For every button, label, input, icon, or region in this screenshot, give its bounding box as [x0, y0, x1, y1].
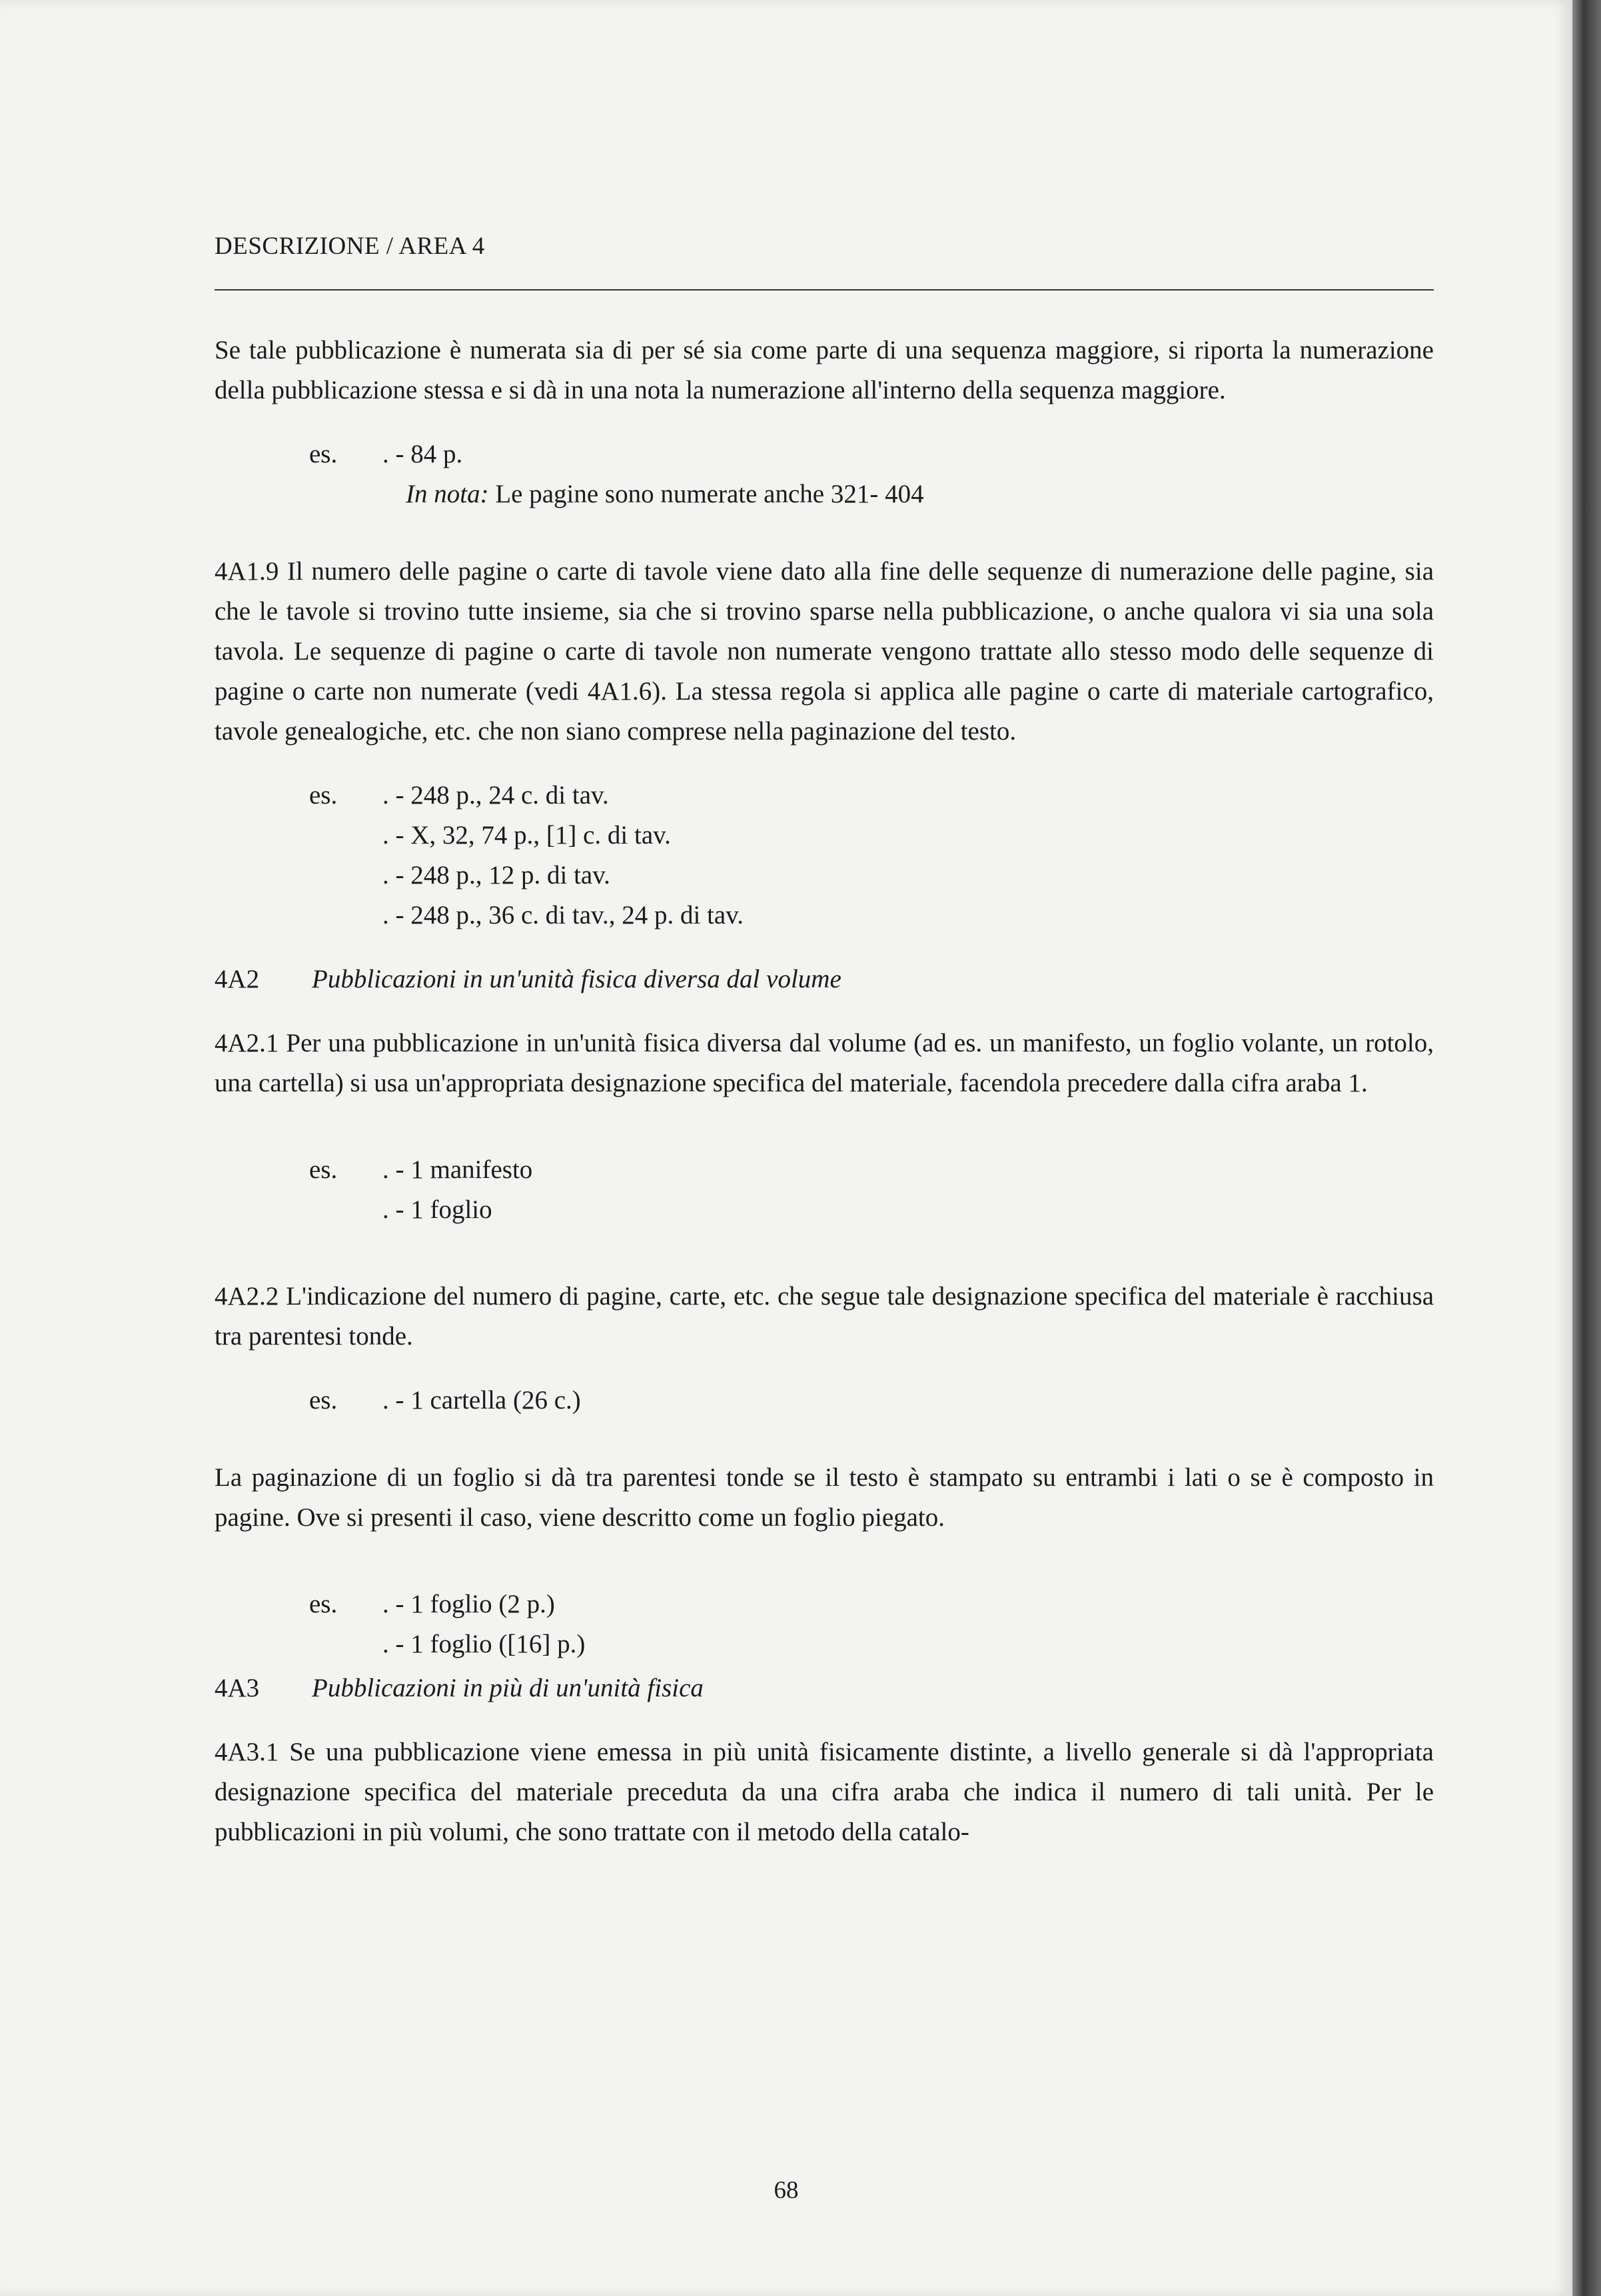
running-header: DESCRIZIONE / AREA 4: [215, 227, 1434, 290]
note-text: Le pagine sono numerate anche 321- 404: [495, 480, 924, 508]
section-text: Se una pubblicazione viene emessa in più unità fisicamente distinte, a livello generale si dà l'appropriata designazione specifica del materiale preceduta da una cifra araba che indica il numero di tali unità. Per le pubblicazioni in più volumi, che sono trattate con il metodo della catalo-: [215, 1738, 1434, 1846]
section-4A2-2-paragraph-2: La paginazione di un foglio si dà tra parentesi tonde se il testo è stampato su entrambi i lati o se è composto in pagine. Ove si presenti il caso, viene descritto come un foglio piegato.: [215, 1463, 1434, 1532]
heading-code: 4A3: [215, 1674, 260, 1702]
intro-paragraph: Se tale pubblicazione è numerata sia di per sé sia come parte di una sequenza maggiore, si riporta la numerazione della pubblicazione stessa e si dà in una nota la numerazione all'interno della sequenza maggiore.: [215, 336, 1434, 404]
section-heading-4A2: [215, 959, 1434, 999]
heading-title: Pubblicazioni in un'unità fisica diversa dal volume: [312, 965, 841, 993]
example-line: . - X, 32, 74 p., [1] c. di tav.: [382, 821, 671, 850]
example-label: es.: [309, 781, 338, 810]
section-heading-4A3: [215, 1668, 1434, 1708]
example-line: . - 1 foglio: [382, 1195, 492, 1224]
example-line: . - 1 manifesto: [382, 1155, 533, 1184]
note-prefix: In nota:: [406, 480, 489, 508]
example-line: . - 248 p., 24 c. di tav.: [382, 781, 609, 810]
example-label: es.: [309, 1155, 338, 1184]
section-4A2-2-examples-2: [215, 1584, 1434, 1664]
intro-example: [215, 434, 1434, 474]
example-line: . - 1 foglio (2 p.): [382, 1590, 555, 1618]
section-4A1-9-examples: [215, 776, 1434, 935]
book-spine-edge: [1572, 0, 1601, 2296]
section-4A2-1: [215, 1023, 1434, 1103]
section-code: 4A1.9: [215, 557, 279, 586]
heading-code: 4A2: [215, 965, 260, 993]
example-label: es.: [309, 1590, 338, 1618]
example-line: . - 248 p., 12 p. di tav.: [382, 861, 610, 889]
page-number: 68: [774, 2177, 799, 2204]
intro-note: [215, 474, 1434, 514]
page-content: [215, 227, 1434, 1852]
example-label: es.: [309, 440, 338, 468]
section-code: 4A3.1: [215, 1738, 279, 1766]
section-4A2-2-example: [215, 1381, 1434, 1421]
section-4A2-2: [215, 1277, 1434, 1357]
heading-title: Pubblicazioni in più di un'unità fisica: [312, 1674, 704, 1702]
section-text: L'indicazione del numero di pagine, carte, etc. che segue tale designazione specifica del materiale è racchiusa tra parentesi tonde.: [215, 1282, 1434, 1351]
example-line: . - 84 p.: [382, 440, 463, 468]
section-code: 4A2.2: [215, 1282, 279, 1311]
section-text: Per una pubblicazione in un'unità fisica diversa dal volume (ad es. un manifesto, un foglio volante, un rotolo, una cartella) si usa un'appropriata designazione specifica del materiale, facendola precedere dalla cifra araba 1.: [215, 1029, 1434, 1097]
example-label: es.: [309, 1386, 338, 1415]
example-line: . - 248 p., 36 c. di tav., 24 p. di tav.: [382, 901, 744, 929]
section-code: 4A2.1: [215, 1029, 279, 1057]
section-4A3-1: [215, 1732, 1434, 1852]
section-4A1-9: [215, 552, 1434, 752]
example-line: . - 1 cartella (26 c.): [382, 1386, 581, 1415]
example-line: . - 1 foglio ([16] p.): [382, 1630, 586, 1658]
section-4A2-1-examples: [215, 1150, 1434, 1230]
section-text: Il numero delle pagine o carte di tavole viene dato alla fine delle sequenze di numerazione delle pagine, sia che le tavole si trovino tutte insieme, sia che si trovino sparse nella pubblicazione, o anche qualora vi sia una sola tavola. Le sequenze di pagine o carte di tavole non numerate vengono trattate allo stesso modo delle sequenze di pagine o carte non numerate (vedi 4A1.6). La stessa regola si applica alle pagine o carte di materiale cartografico, tavole genealogiche, etc. che non siano comprese nella paginazione del testo.: [215, 557, 1434, 746]
